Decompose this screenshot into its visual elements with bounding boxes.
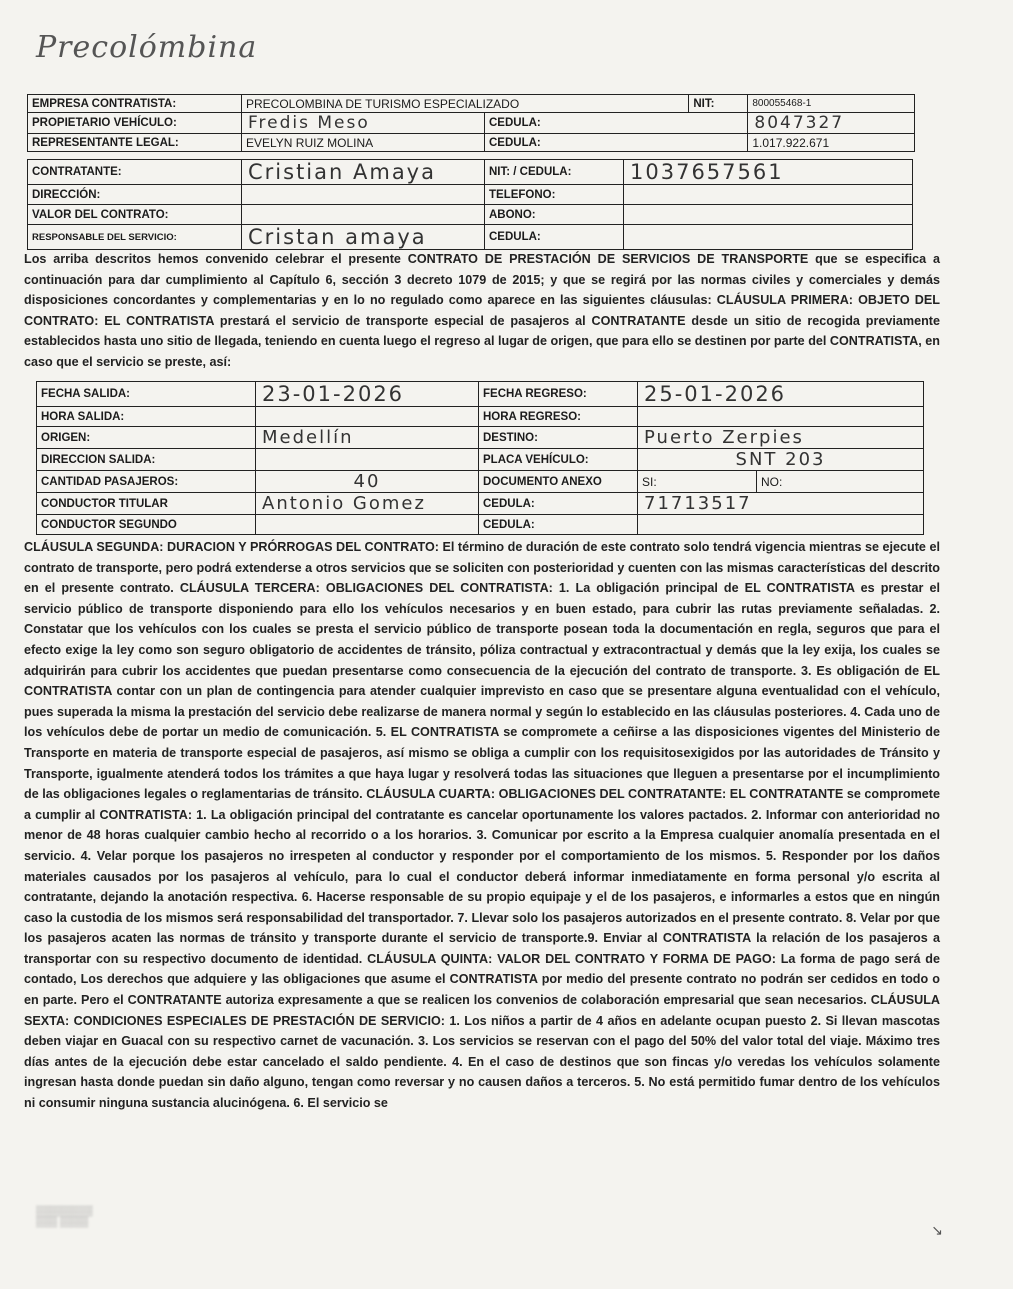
company-logo: Precolómbina: [36, 30, 258, 65]
direccion-value: [242, 185, 485, 205]
conductor-titular-label: CONDUCTOR TITULAR: [37, 493, 256, 515]
cantidad-value: 40: [256, 471, 479, 493]
destino-label: DESTINO:: [479, 427, 638, 449]
fecha-salida-value: 23-01-2026: [256, 382, 479, 407]
clauses-paragraph: CLÁUSULA SEGUNDA: DURACION Y PRÓRROGAS DEL CONTRATO: El término de duración de este contrato solo tendrá vigencia mientras se ejecute el contrato de transporte, pero podrá extenderse a otros servicios que se soliciten con posterioridad y cuenten con las mismas características del descrito en el presente contrato. CLÁUSULA TERCERA: OBLIGACIONES DEL CONTRATISTA: 1. La obligación principal de EL CONTRATISTA es prestar el servicio público de transporte disponiendo para ello los vehículos necesarios y en buen estado, para cubrir las rutas previamente señaladas. 2. Constatar que los vehículos con los cuales se presta el servicio público de transporte posean toda la documentación en regla, seguros que para el efecto exige la ley como son seguro obligatorio de accidentes de tránsito, póliza contractual y extracontractual y demás que la ley exija, los cuales se adquirirán para cubrir los accidentes que puedan presentarse como consecuencia de la ejecución del contrato de transporte. 3. Es obligación de EL CONTRATISTA contar con un plan de contingencia para atender cualquier imprevisto en caso que se presentare alguna eventualidad con el vehículo, pues superada la misma la prestación del servicio debe realizarse de manera normal y según lo establecido en las cláusulas posteriores. 4. Cada uno de los vehículos debe de portar un medio de comunicación. 5. EL CONTRATISTA se compromete a ceñirse a las disposiciones vigentes del Ministerio de Transporte en materia de transporte especial de pasajeros, así mismo se obliga a cumplir con los requisitosexigidos por las autoridades de Tránsito y Transporte, igualmente atenderá todos los trámites a que haya lugar y resolverá todas las situaciones que lleguen a presentarse por el incumplimiento de las obligaciones legales o reglamentarias de tránsito. CLÁUSULA CUARTA: OBLIGACIONES DEL CONTRATANTE: EL CONTRATANTE se compromete a cumplir al CONTRATISTA: 1. La obligación principal del contratante es cancelar oportunamente los valores pactados. 2. Informar con anterioridad no menor de 48 horas cualquier cambio hecho al recorrido o a los horarios. 3. Comunicar por escrito a la Empresa cualquier anomalía presentada en el servicio. 4. Velar porque los pasajeros no irrespeten al conductor y responder por el comportamiento de los mismos. 5. Responder por los daños materiales causados por los pasajeros al vehículo, para lo cual el conductor deberá informar inmediatamente en forma personal y/o escrita al contratante, dejando la anotación respectiva. 6. Hacerse responsable de su propio equipaje y el de los pasajeros, e informarles a estos que en ningún caso la custodia de los mismos será responsabilidad del transportador. 7. Llevar solo los pasajeros autorizados en el presente contrato. 8. Velar por que los pasajeros acaten las normas de tránsito y transporte durante el servicio de transporte.9. Enviar al CONTRATISTA la relación de los pasajeros a transportar con su respectivo documento de identidad. CLÁUSULA QUINTA: VALOR DEL CONTRATO Y FORMA DE PAGO: La forma de pago será de contado, Los derechos que adquiere y las obligaciones que asume el CONTRATISTA por medio del presente contrato no podrán ser cedidos en todo o en parte. Pero el CONTRATANTE autoriza expresamente a que se realicen los convenios de colaboración empresarial que sean necesarios. CLÁUSULA SEXTA: CONDICIONES ESPECIALES DE PRESTACIÓN DE SERVICIO: 1. Los niños a partir de 4 años en adelante ocupan puesto 2. Si llevan mascotas deben viajar en Guacal con su respectivo carnet de vacunación. 3. Los servicios se reservan con el pago del 50% del valor total del viaje. Máximo tres días antes de la ejecución debe estar cancelado el saldo pendiente. 4. En el caso de destinos que son fincas y/o veredas los vehículos solamente ingresan hasta donde puedan sin daño alguno, tengan como reversar y no causen daños a terceros. 5. No está permitido fumar dentro de los vehículos ni consumir ninguna sustancia alucinógena. 6. El servicio se: [24, 540, 940, 1111]
cedula-titular-value: 71713517: [638, 493, 924, 515]
documento-label: DOCUMENTO ANEXO: [479, 471, 638, 493]
fecha-regreso-value: 25-01-2026: [638, 382, 924, 407]
nit-value: 800055468-1: [748, 95, 915, 113]
client-info-table: [27, 159, 913, 250]
cedula1-label: CEDULA:: [485, 113, 748, 134]
fecha-regreso-label: FECHA REGRESO:: [479, 382, 638, 407]
valor-value: [242, 205, 485, 225]
cedula-label: CEDULA:: [485, 225, 624, 250]
valor-label: VALOR DEL CONTRATO:: [28, 205, 242, 225]
hora-regreso-value: [638, 407, 924, 427]
direccion-salida-label: DIRECCION SALIDA:: [37, 449, 256, 471]
nit-label: NIT:: [689, 95, 748, 113]
hora-regreso-label: HORA REGRESO:: [479, 407, 638, 427]
hora-salida-value: [256, 407, 479, 427]
blurred-footer: ▒▒▒▒▒▒▒▒ ▒▒▒ ▒▒▒▒: [36, 1206, 93, 1228]
cedula-value: [624, 225, 913, 250]
nit-cedula-value: 1037657561: [624, 160, 913, 185]
propietario-label: PROPIETARIO VEHÍCULO:: [28, 113, 242, 134]
contratante-value: Cristian Amaya: [242, 160, 485, 185]
conductor-segundo-label: CONDUCTOR SEGUNDO: [37, 515, 256, 535]
responsable-value: Cristan amaya: [242, 225, 485, 250]
abono-value: [624, 205, 913, 225]
conductor-titular-value: Antonio Gomez: [256, 493, 479, 515]
propietario-value: Fredis Meso: [242, 113, 485, 134]
cantidad-label: CANTIDAD PASAJEROS:: [37, 471, 256, 493]
nit-cedula-label: NIT: / CEDULA:: [485, 160, 624, 185]
representante-label: REPRESENTANTE LEGAL:: [28, 134, 242, 152]
origen-label: ORIGEN:: [37, 427, 256, 449]
fecha-salida-label: FECHA SALIDA:: [37, 382, 256, 407]
contratante-label: CONTRATANTE:: [28, 160, 242, 185]
company-info-table: [27, 94, 915, 152]
abono-label: ABONO:: [485, 205, 624, 225]
documento-no: NO:: [757, 471, 924, 493]
cedula-segundo-label: CEDULA:: [479, 515, 638, 535]
direccion-salida-value: [256, 449, 479, 471]
responsable-label: RESPONSABLE DEL SERVICIO:: [28, 225, 242, 250]
intro-paragraph: Los arriba descritos hemos convenido celebrar el presente CONTRATO DE PRESTACIÓN DE SERVICIOS DE TRANSPORTE que se especifica a continuación para dar cumplimiento al Capítulo 6, sección 3 decreto 1079 de 2015; y que se regirá por las normas civiles y comerciales y demás disposiciones concordantes y complementarias y en lo no regulado como aparece en las siguientes cláusulas: CLÁUSULA PRIMERA: OBJETO DEL CONTRATO: EL CONTRATISTA prestará el servicio de transporte especial de pasajeros al CONTRATANTE desde un sitio de recogida previamente establecidos hasta uno sitio de llegada, teniendo en cuenta luego el regreso al lugar de origen, que para ello se destinen por parte del CONTRATISTA, en caso que el servicio se preste, así:: [24, 252, 940, 369]
cedula-titular-label: CEDULA:: [479, 493, 638, 515]
trip-info-table: [36, 381, 924, 535]
origen-value: Medellín: [256, 427, 479, 449]
direccion-label: DIRECCIÓN:: [28, 185, 242, 205]
empresa-value: PRECOLOMBINA DE TURISMO ESPECIALIZADO: [242, 95, 689, 113]
destino-value: Puerto Zerpies: [638, 427, 924, 449]
placa-label: PLACA VEHÍCULO:: [479, 449, 638, 471]
telefono-value: [624, 185, 913, 205]
documento-si: SI:: [638, 471, 757, 493]
cedula2-label: CEDULA:: [485, 134, 748, 152]
conductor-segundo-value: [256, 515, 479, 535]
representante-value: EVELYN RUIZ MOLINA: [242, 134, 485, 152]
hora-salida-label: HORA SALIDA:: [37, 407, 256, 427]
cedula-segundo-value: [638, 515, 924, 535]
placa-value: SNT 203: [638, 449, 924, 471]
telefono-label: TELEFONO:: [485, 185, 624, 205]
empresa-label: EMPRESA CONTRATISTA:: [28, 95, 242, 113]
page-mark: ↘: [931, 1222, 943, 1238]
cedula1-value: 8047327: [748, 113, 915, 134]
cedula2-value: 1.017.922.671: [748, 134, 915, 152]
